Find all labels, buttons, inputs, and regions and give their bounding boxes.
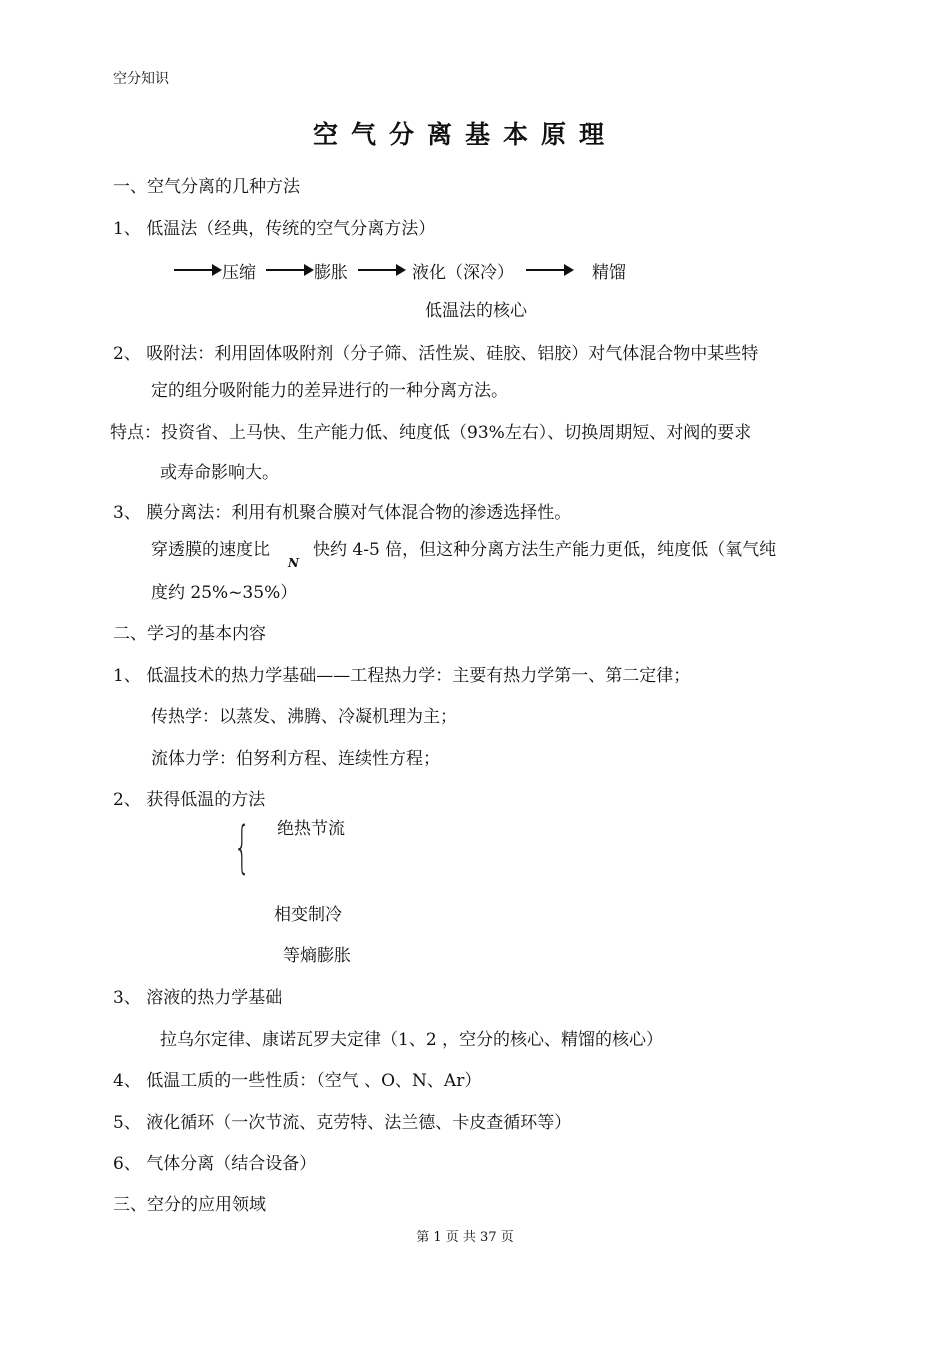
method-3-line-3: 度约 25%~35%） — [151, 583, 298, 603]
section-1-heading: 一、空气分离的几种方法 — [113, 177, 300, 197]
arrow-icon — [266, 269, 312, 271]
arrow-icon — [174, 269, 220, 271]
page-footer: 第 1 页 共 37 页 — [416, 1230, 514, 1245]
arrow-icon — [526, 269, 572, 271]
method-2-line-1: 2、 吸附法：利用固体吸附剂（分子筛、活性炭、硅胶、铝胶）对气体混合物中某些特 — [113, 344, 759, 364]
method-3: 3、 膜分离法：利用有机聚合膜对气体混合物的渗透选择性。 — [113, 503, 572, 523]
method-3-line-2b: 快约 4-5 倍，但这种分离方法生产能力更低，纯度低（氧气纯 — [313, 540, 777, 560]
cooling-method-item: 绝热节流 — [277, 819, 345, 839]
page-header: 空分知识 — [113, 71, 169, 87]
flow-step: 精馏 — [592, 262, 626, 283]
flow-note: 低温法的核心 — [425, 301, 527, 321]
content-5: 5、 液化循环（一次节流、克劳特、法兰德、卡皮查循环等） — [113, 1113, 572, 1133]
method-2-line-2: 定的组分吸附能力的差异进行的一种分离方法。 — [151, 381, 508, 401]
method-3-line-2a: 穿透膜的速度比 — [151, 540, 270, 560]
flow-step: 膨胀 — [314, 262, 348, 283]
flow-step: 液化（深冷） — [412, 262, 514, 283]
section-3-heading: 三、空分的应用领域 — [113, 1195, 266, 1215]
left-brace-icon: { — [234, 815, 251, 880]
nitrogen-subscript: N — [288, 556, 299, 570]
content-1: 1、 低温技术的热力学基础——工程热力学：主要有热力学第一、第二定律； — [113, 666, 691, 686]
method-1: 1、 低温法（经典，传统的空气分离方法） — [113, 219, 436, 239]
content-3-laws: 拉乌尔定律、康诺瓦罗夫定律（1、2 ，空分的核心、精馏的核心） — [160, 1030, 664, 1050]
content-1-heat-transfer: 传热学：以蒸发、沸腾、冷凝机理为主； — [151, 707, 457, 727]
cooling-method-item: 相变制冷 — [274, 905, 342, 925]
content-4: 4、 低温工质的一些性质：（空气 、O、N、Ar） — [113, 1071, 482, 1091]
section-2-heading: 二、学习的基本内容 — [113, 624, 266, 644]
feature-line-2: 或寿命影响大。 — [160, 463, 279, 483]
content-1-fluid-mechanics: 流体力学：伯努利方程、连续性方程； — [151, 749, 440, 769]
cooling-method-item: 等熵膨胀 — [283, 946, 351, 966]
content-3: 3、 溶液的热力学基础 — [113, 988, 283, 1008]
flow-step: 压缩 — [222, 262, 256, 283]
feature-line-1: 特点：投资省、上马快、生产能力低、纯度低（93%左右）、切换周期短、对阀的要求 — [110, 423, 752, 443]
content-6: 6、 气体分离（结合设备） — [113, 1154, 317, 1174]
content-2: 2、 获得低温的方法 — [113, 790, 266, 810]
process-flow — [174, 258, 626, 282]
page-title: 空气分离基本原理 — [312, 120, 617, 149]
arrow-icon — [358, 269, 404, 271]
